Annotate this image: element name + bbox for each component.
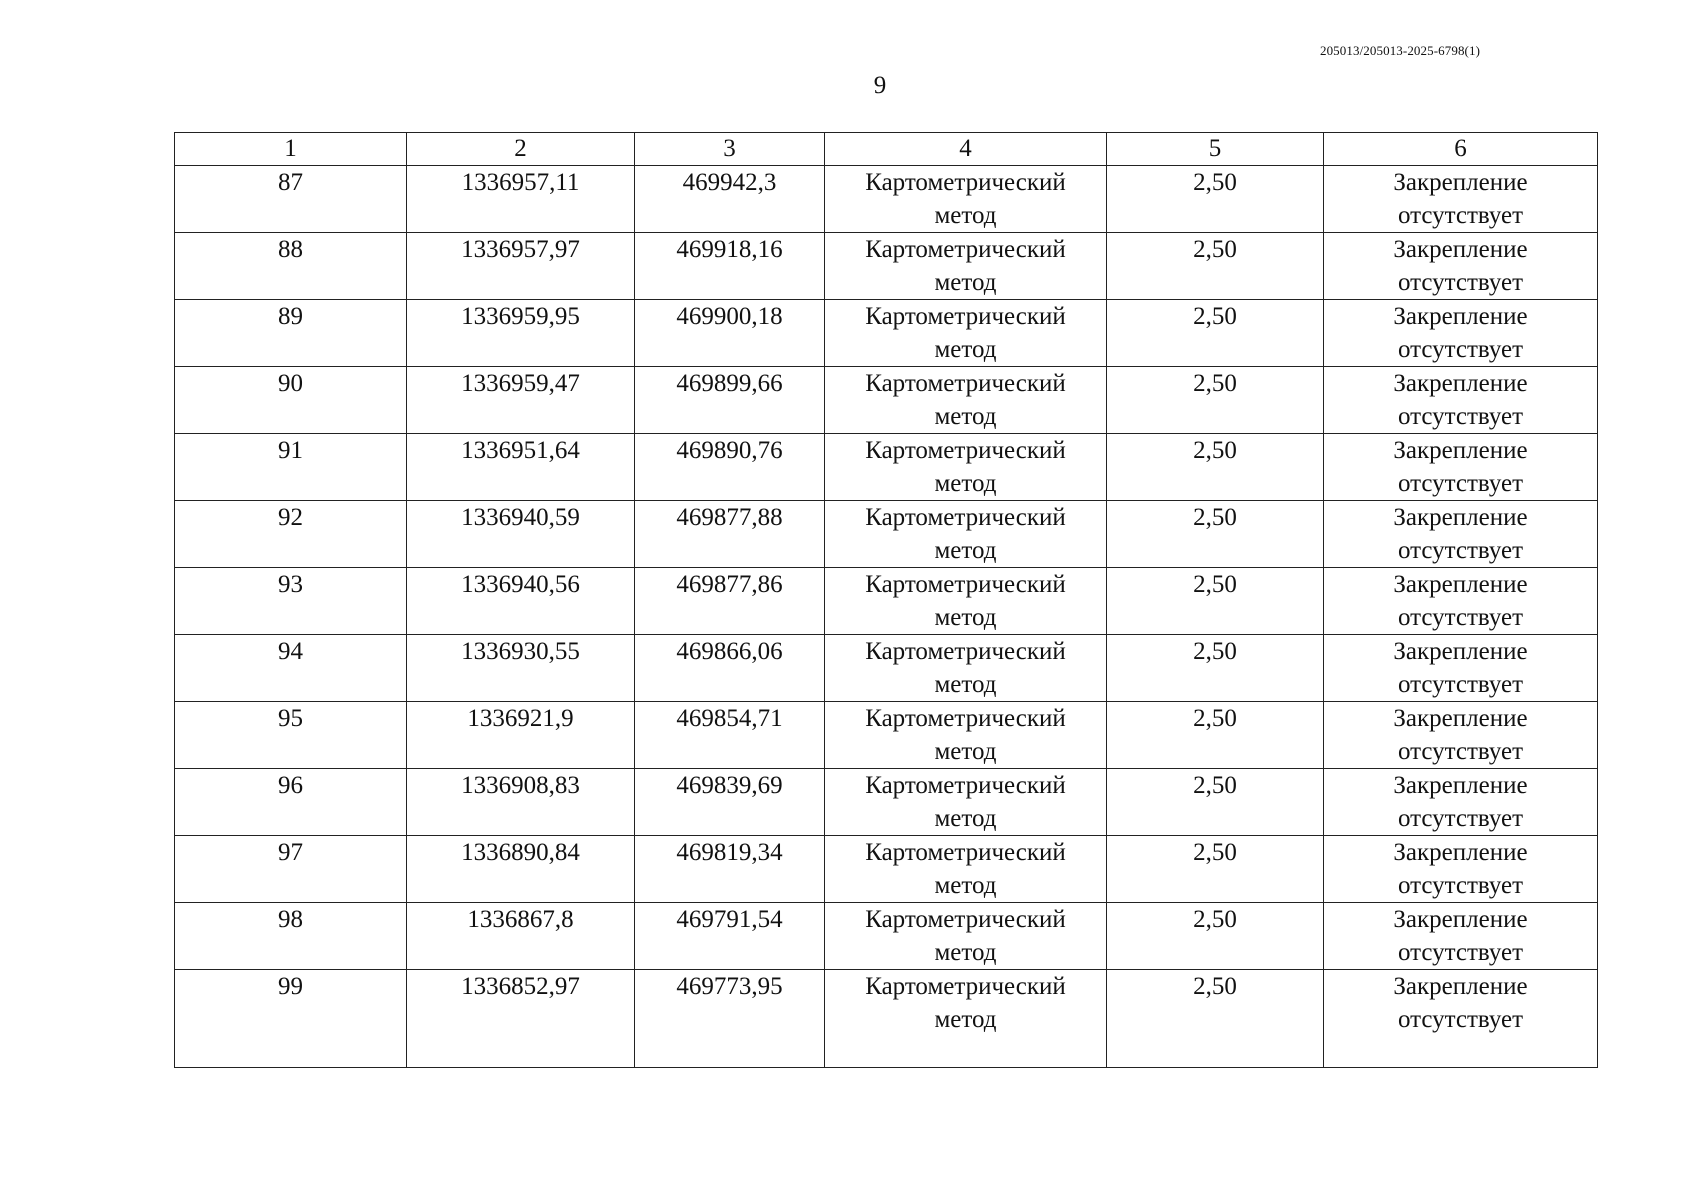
accuracy-cell: 2,50 xyxy=(1107,501,1324,568)
accuracy-cell: 2,50 xyxy=(1107,367,1324,434)
fixation-cell-line-2: отсутствует xyxy=(1397,1006,1524,1033)
y-coordinate-cell: 469890,76 xyxy=(635,434,825,501)
method-cell xyxy=(825,836,1107,903)
method-cell xyxy=(825,300,1107,367)
fixation-cell-line-2: отсутствует xyxy=(1397,269,1524,296)
page-number: 9 xyxy=(873,72,887,99)
fixation-cell-line-2: отсутствует xyxy=(1397,671,1524,698)
y-coordinate-cell: 469866,06 xyxy=(635,635,825,702)
column-header: 2 xyxy=(407,133,635,166)
table-row xyxy=(175,501,1598,568)
method-cell-line-1: Картометрический xyxy=(865,638,1066,665)
point-number-cell: 99 xyxy=(175,970,407,1068)
y-coordinate-cell: 469773,95 xyxy=(635,970,825,1068)
accuracy-cell: 2,50 xyxy=(1107,635,1324,702)
accuracy-cell: 2,50 xyxy=(1107,300,1324,367)
x-coordinate-cell: 1336940,56 xyxy=(407,568,635,635)
method-cell xyxy=(825,501,1107,568)
method-cell-line-2: метод xyxy=(934,671,997,698)
table-row xyxy=(175,434,1598,501)
accuracy-cell: 2,50 xyxy=(1107,568,1324,635)
point-number-cell: 90 xyxy=(175,367,407,434)
table-row xyxy=(175,568,1598,635)
fixation-cell xyxy=(1324,903,1598,970)
y-coordinate-cell: 469900,18 xyxy=(635,300,825,367)
fixation-cell-line-1: Закрепление xyxy=(1393,638,1528,665)
fixation-cell xyxy=(1324,166,1598,233)
method-cell xyxy=(825,568,1107,635)
method-cell xyxy=(825,769,1107,836)
fixation-cell xyxy=(1324,769,1598,836)
table-row xyxy=(175,635,1598,702)
column-header: 1 xyxy=(175,133,407,166)
x-coordinate-cell: 1336930,55 xyxy=(407,635,635,702)
fixation-cell-line-1: Закрепление xyxy=(1393,571,1528,598)
fixation-cell xyxy=(1324,836,1598,903)
column-header: 4 xyxy=(825,133,1107,166)
method-cell-line-1: Картометрический xyxy=(865,571,1066,598)
x-coordinate-cell: 1336959,95 xyxy=(407,300,635,367)
method-cell xyxy=(825,166,1107,233)
accuracy-cell: 2,50 xyxy=(1107,233,1324,300)
point-number-cell: 88 xyxy=(175,233,407,300)
method-cell-line-1: Картометрический xyxy=(865,169,1066,196)
point-number-cell: 92 xyxy=(175,501,407,568)
x-coordinate-cell: 1336951,64 xyxy=(407,434,635,501)
column-header: 3 xyxy=(635,133,825,166)
x-coordinate-cell: 1336921,9 xyxy=(407,702,635,769)
fixation-cell xyxy=(1324,568,1598,635)
method-cell-line-2: метод xyxy=(934,470,997,497)
x-coordinate-cell: 1336957,11 xyxy=(407,166,635,233)
method-cell xyxy=(825,970,1107,1068)
table-row xyxy=(175,233,1598,300)
y-coordinate-cell: 469819,34 xyxy=(635,836,825,903)
method-cell-line-2: метод xyxy=(934,336,997,363)
table-body xyxy=(175,166,1598,1068)
y-coordinate-cell: 469918,16 xyxy=(635,233,825,300)
point-number-cell: 89 xyxy=(175,300,407,367)
document-number: 205013/205013-2025-6798(1) xyxy=(1319,43,1481,58)
fixation-cell xyxy=(1324,702,1598,769)
fixation-cell-line-2: отсутствует xyxy=(1397,805,1524,832)
accuracy-cell: 2,50 xyxy=(1107,836,1324,903)
method-cell-line-1: Картометрический xyxy=(865,705,1066,732)
y-coordinate-cell: 469942,3 xyxy=(635,166,825,233)
accuracy-cell: 2,50 xyxy=(1107,434,1324,501)
fixation-cell-line-1: Закрепление xyxy=(1393,973,1528,1000)
x-coordinate-cell: 1336908,83 xyxy=(407,769,635,836)
accuracy-cell: 2,50 xyxy=(1107,970,1324,1068)
method-cell-line-1: Картометрический xyxy=(865,839,1066,866)
table-row xyxy=(175,367,1598,434)
fixation-cell xyxy=(1324,501,1598,568)
accuracy-cell: 2,50 xyxy=(1107,702,1324,769)
fixation-cell-line-2: отсутствует xyxy=(1397,470,1524,497)
method-cell xyxy=(825,702,1107,769)
fixation-cell xyxy=(1324,300,1598,367)
method-cell-line-2: метод xyxy=(934,202,997,229)
point-number-cell: 91 xyxy=(175,434,407,501)
fixation-cell-line-2: отсутствует xyxy=(1397,939,1524,966)
fixation-cell-line-1: Закрепление xyxy=(1393,839,1528,866)
fixation-cell-line-2: отсутствует xyxy=(1397,202,1524,229)
table-row xyxy=(175,903,1598,970)
method-cell-line-1: Картометрический xyxy=(865,303,1066,330)
x-coordinate-cell: 1336940,59 xyxy=(407,501,635,568)
fixation-cell xyxy=(1324,635,1598,702)
x-coordinate-cell: 1336852,97 xyxy=(407,970,635,1068)
table-row xyxy=(175,970,1598,1068)
table-header-row xyxy=(175,133,1598,166)
method-cell-line-2: метод xyxy=(934,604,997,631)
method-cell xyxy=(825,434,1107,501)
fixation-cell xyxy=(1324,233,1598,300)
column-header: 5 xyxy=(1107,133,1324,166)
fixation-cell-line-1: Закрепление xyxy=(1393,303,1528,330)
x-coordinate-cell: 1336890,84 xyxy=(407,836,635,903)
table-row xyxy=(175,300,1598,367)
fixation-cell xyxy=(1324,970,1598,1068)
coordinates-table xyxy=(174,132,1598,1068)
accuracy-cell: 2,50 xyxy=(1107,903,1324,970)
fixation-cell-line-1: Закрепление xyxy=(1393,504,1528,531)
method-cell-line-1: Картометрический xyxy=(865,772,1066,799)
accuracy-cell: 2,50 xyxy=(1107,769,1324,836)
y-coordinate-cell: 469854,71 xyxy=(635,702,825,769)
point-number-cell: 93 xyxy=(175,568,407,635)
fixation-cell-line-2: отсутствует xyxy=(1397,336,1524,363)
fixation-cell-line-1: Закрепление xyxy=(1393,370,1528,397)
fixation-cell-line-2: отсутствует xyxy=(1397,738,1524,765)
fixation-cell-line-2: отсутствует xyxy=(1397,403,1524,430)
y-coordinate-cell: 469791,54 xyxy=(635,903,825,970)
y-coordinate-cell: 469899,66 xyxy=(635,367,825,434)
x-coordinate-cell: 1336959,47 xyxy=(407,367,635,434)
point-number-cell: 96 xyxy=(175,769,407,836)
method-cell-line-1: Картометрический xyxy=(865,236,1066,263)
method-cell xyxy=(825,635,1107,702)
point-number-cell: 94 xyxy=(175,635,407,702)
x-coordinate-cell: 1336957,97 xyxy=(407,233,635,300)
method-cell-line-1: Картометрический xyxy=(865,437,1066,464)
method-cell-line-2: метод xyxy=(934,1006,997,1033)
method-cell-line-2: метод xyxy=(934,537,997,564)
point-number-cell: 95 xyxy=(175,702,407,769)
fixation-cell-line-1: Закрепление xyxy=(1393,437,1528,464)
accuracy-cell: 2,50 xyxy=(1107,166,1324,233)
table-row xyxy=(175,836,1598,903)
method-cell-line-1: Картометрический xyxy=(865,504,1066,531)
point-number-cell: 98 xyxy=(175,903,407,970)
y-coordinate-cell: 469877,86 xyxy=(635,568,825,635)
table-row xyxy=(175,769,1598,836)
fixation-cell-line-2: отсутствует xyxy=(1397,604,1524,631)
method-cell-line-2: метод xyxy=(934,269,997,296)
method-cell xyxy=(825,367,1107,434)
point-number-cell: 97 xyxy=(175,836,407,903)
method-cell-line-2: метод xyxy=(934,738,997,765)
table-row xyxy=(175,702,1598,769)
fixation-cell-line-2: отсутствует xyxy=(1397,872,1524,899)
fixation-cell xyxy=(1324,367,1598,434)
column-header: 6 xyxy=(1324,133,1598,166)
method-cell-line-1: Картометрический xyxy=(865,906,1066,933)
fixation-cell-line-1: Закрепление xyxy=(1393,906,1528,933)
x-coordinate-cell: 1336867,8 xyxy=(407,903,635,970)
fixation-cell-line-1: Закрепление xyxy=(1393,772,1528,799)
fixation-cell-line-1: Закрепление xyxy=(1393,169,1528,196)
fixation-cell-line-1: Закрепление xyxy=(1393,236,1528,263)
point-number-cell: 87 xyxy=(175,166,407,233)
method-cell xyxy=(825,233,1107,300)
y-coordinate-cell: 469839,69 xyxy=(635,769,825,836)
y-coordinate-cell: 469877,88 xyxy=(635,501,825,568)
fixation-cell xyxy=(1324,434,1598,501)
fixation-cell-line-1: Закрепление xyxy=(1393,705,1528,732)
method-cell xyxy=(825,903,1107,970)
method-cell-line-1: Картометрический xyxy=(865,370,1066,397)
table-row xyxy=(175,166,1598,233)
method-cell-line-2: метод xyxy=(934,872,997,899)
method-cell-line-2: метод xyxy=(934,805,997,832)
method-cell-line-1: Картометрический xyxy=(865,973,1066,1000)
method-cell-line-2: метод xyxy=(934,403,997,430)
fixation-cell-line-2: отсутствует xyxy=(1397,537,1524,564)
method-cell-line-2: метод xyxy=(934,939,997,966)
